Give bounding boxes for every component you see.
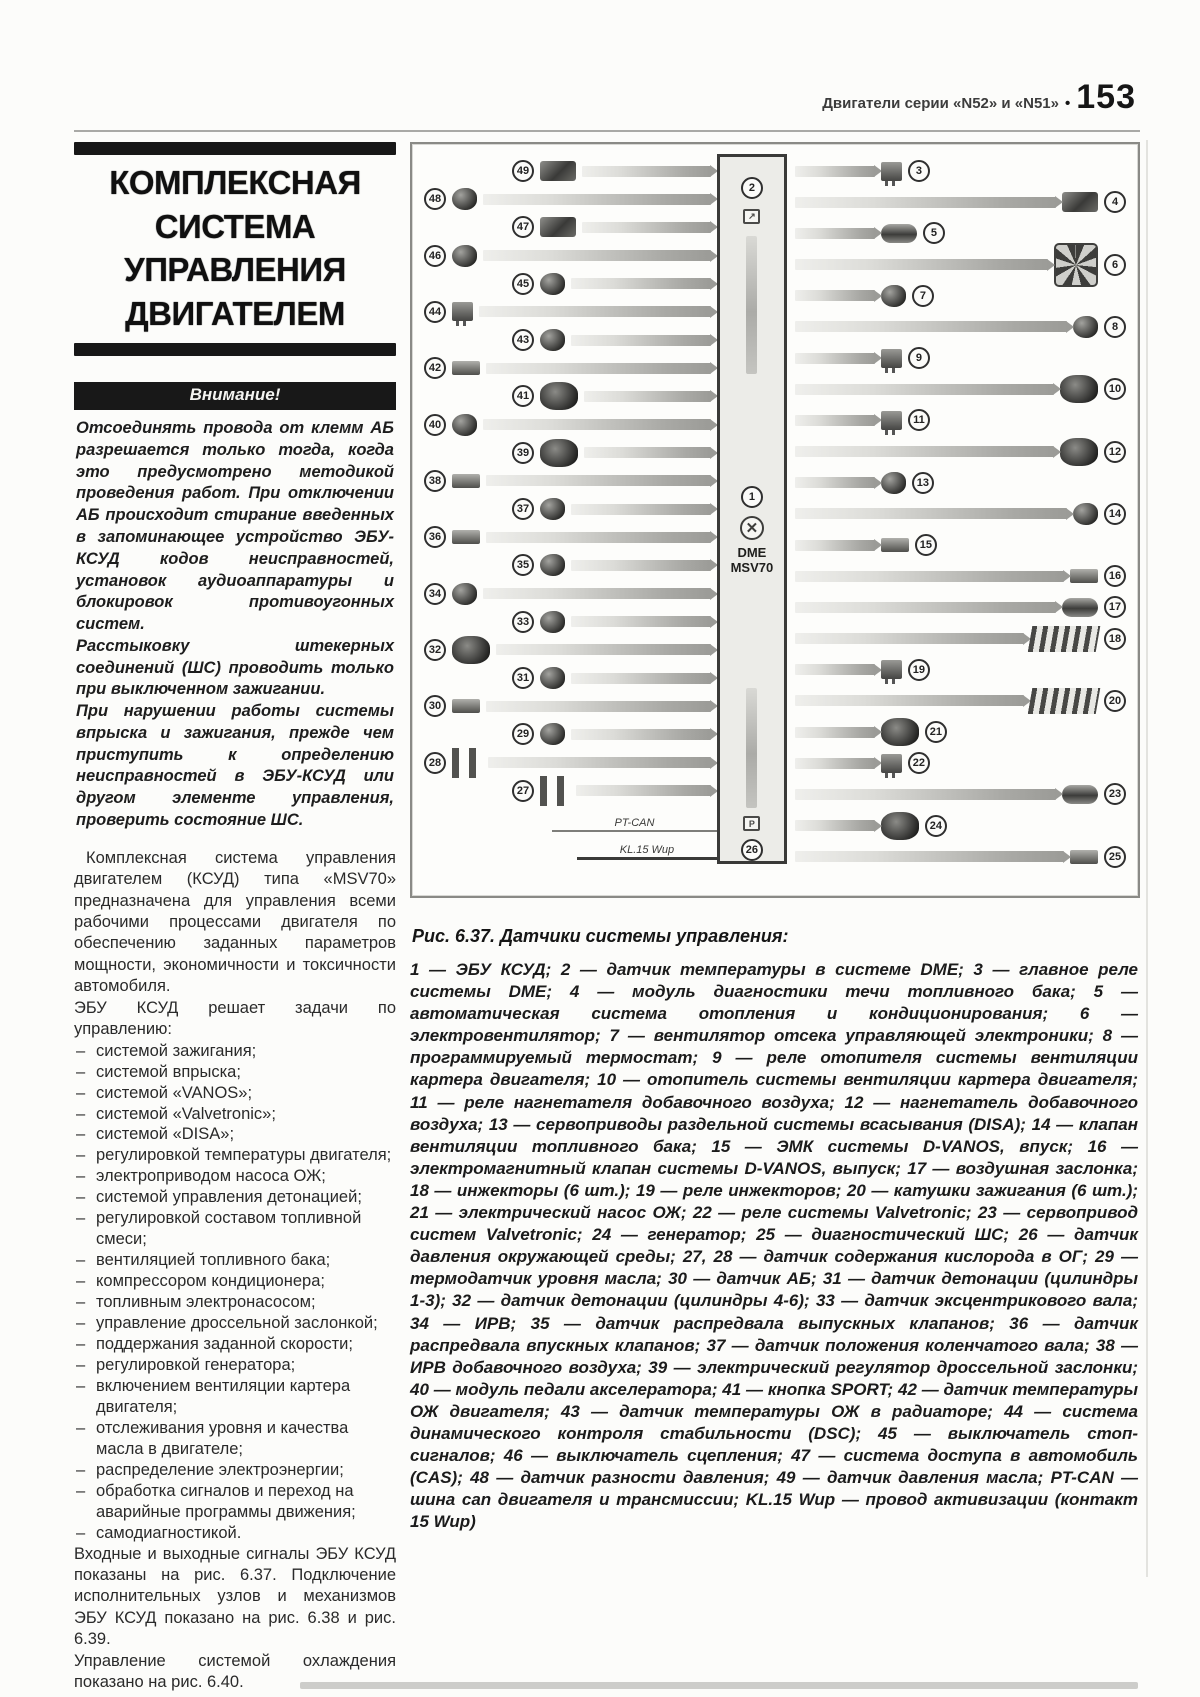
- callout-number: 15: [915, 534, 937, 556]
- callout-number: 13: [912, 472, 934, 494]
- callout-number: 27: [512, 780, 534, 802]
- relay-thumbnail: [881, 162, 902, 181]
- callout-number: 28: [424, 752, 446, 774]
- callout-number: 17: [1104, 596, 1126, 618]
- task-item: – системой «Valvetronic»;: [74, 1104, 396, 1125]
- wiring-bar: [795, 446, 1054, 457]
- sensor-thumbnail: [540, 273, 565, 295]
- task-item: – регулировкой генератора;: [74, 1355, 396, 1376]
- callout-number: 48: [424, 188, 446, 210]
- dme-label-line2: MSV70: [730, 560, 774, 575]
- sensor-thumbnail: [452, 583, 477, 605]
- relay-thumbnail: [881, 660, 902, 679]
- callout-number: 36: [424, 526, 446, 548]
- task-item: – регулировкой составом топливной смеси;: [74, 1208, 396, 1250]
- tasks-list: [74, 1041, 396, 1544]
- title-top-rule: [74, 142, 396, 155]
- wiring-bar: [795, 508, 1067, 519]
- sensor-row-40: [424, 412, 711, 438]
- callout-number: 19: [908, 659, 930, 681]
- sensor-thumbnail: [540, 554, 565, 576]
- sensor-row-31: [424, 665, 711, 691]
- wiring-bar: [795, 321, 1067, 332]
- kl15-label: KL.15 Wup: [619, 844, 675, 856]
- wiring-bar: [582, 166, 711, 177]
- callout-number: 7: [912, 285, 934, 307]
- callout-number: 3: [908, 160, 930, 182]
- module-thumbnail: [540, 161, 576, 181]
- actuator-row-22: [795, 750, 1126, 776]
- pump-thumbnail: [540, 439, 578, 467]
- module-thumbnail: [540, 217, 576, 237]
- wiring-bar: [483, 250, 711, 261]
- sensor-thumbnail: [1073, 316, 1098, 338]
- wiring-bar: [496, 644, 711, 655]
- plug-thumbnail: [881, 538, 909, 552]
- probe-thumbnail: [452, 748, 482, 778]
- relay-thumbnail: [881, 754, 902, 773]
- callout-26: 26: [741, 839, 763, 861]
- task-item: – обработка сигналов и переход на аварийные программы движения;: [74, 1481, 396, 1523]
- wiring-bar: [571, 278, 711, 289]
- callout-number: 37: [512, 498, 534, 520]
- task-item: – самодиагностикой.: [74, 1523, 396, 1544]
- callout-number: 33: [512, 611, 534, 633]
- intro-paragraph: Комплексная система управления двигателем (КСУД) типа «MSV70» предназначена для управления всеми рабочими процессами двигателя по обеспечению заданных параметров мощности, экономичности и токсичности автомобиля.: [74, 848, 396, 996]
- callout-number: 40: [424, 414, 446, 436]
- sensor-thumbnail: [452, 414, 477, 436]
- actuator-row-25: [795, 844, 1126, 870]
- actuator-row-24: [795, 813, 1126, 839]
- pump-thumbnail: [452, 636, 490, 664]
- pt-can-label: PT-CAN: [614, 817, 655, 829]
- task-item: – компрессором кондиционера;: [74, 1271, 396, 1292]
- wiring-bar: [483, 419, 711, 430]
- actuator-row-4: [795, 189, 1126, 215]
- task-item: – топливным электронасосом;: [74, 1292, 396, 1313]
- wiring-bar: [571, 616, 711, 627]
- warning-paragraph: Отсоединять провода от клемм АБ разрешается только тогда, когда это предусмотрено методикой проведения работ. При отключении АБ происходит стирание введенных в запоминающее устройство ЭБУ-КСУД кодов неисправностей, установок аудиоаппаратуры и блокировок противоугонных систем.: [76, 419, 394, 634]
- callout-number: 18: [1104, 628, 1126, 650]
- wiring-bar: [486, 532, 711, 543]
- callout-number: 32: [424, 639, 446, 661]
- task-item: – электроприводом насоса ОЖ;: [74, 1166, 396, 1187]
- dme-label: [731, 546, 774, 576]
- task-item: – распределение электроэнергии;: [74, 1460, 396, 1481]
- sensor-thumbnail: [540, 667, 565, 689]
- wiring-bar: [479, 306, 711, 317]
- actuator-row-23: [795, 781, 1126, 807]
- closing-paragraph: Управление системой охлаждения показано на рис. 6.40.: [74, 1651, 396, 1692]
- actuator-rows-right: [795, 158, 1126, 870]
- sensor-thumbnail: [452, 188, 477, 210]
- figure-caption: Рис. 6.37. Датчики системы управления:: [412, 926, 789, 946]
- wiring-bar: [795, 789, 1056, 800]
- sensor-thumbnail: [881, 285, 906, 307]
- wiring-bar: [795, 228, 875, 239]
- pump-thumbnail: [1060, 375, 1098, 403]
- cylinder-thumbnail: [1062, 785, 1098, 804]
- callout-number: 45: [512, 273, 534, 295]
- sensor-row-35: [424, 552, 711, 578]
- warning-paragraph: Расстыковку штекерных соединений (ШС) проводить только при выключенном зажигании.: [76, 636, 394, 699]
- callout-number: 23: [1104, 783, 1126, 805]
- callout-number: 30: [424, 695, 446, 717]
- internal-bus-bar-top: [746, 236, 757, 374]
- callout-number: 35: [512, 554, 534, 576]
- header-rule: [74, 130, 1140, 132]
- pump-thumbnail: [881, 718, 919, 746]
- relay-thumbnail: [881, 411, 902, 430]
- wiring-bar: [795, 290, 875, 301]
- sensor-row-28: [424, 750, 711, 776]
- pump-thumbnail: [881, 812, 919, 840]
- actuator-row-21: [795, 719, 1126, 745]
- sensor-row-33: [424, 609, 711, 635]
- wiring-bar: [584, 447, 711, 458]
- plug-thumbnail: [452, 474, 480, 488]
- callout-number: 9: [908, 347, 930, 369]
- chapter-title-line: УПРАВЛЕНИЯ: [124, 251, 346, 289]
- wiring-bar: [795, 353, 875, 364]
- figure-legend: 1 — ЭБУ КСУД; 2 — датчик температуры в системе DME; 3 — главное реле системы DME; 4 — модуль диагностики течи топливного бака; 5 — автоматическая система отопления и кондиционирования; 6 — электровентилятор; 7 — вентилятор отсека управляющей электроники; 8 — программируемый термостат; 9 — реле отопителя системы вентиляции картера двигателя; 10 — отопитель системы вентиляции картера двигателя; 11 — реле нагнетателя добавочного воздуха; 12 — нагнетатель добавочного воздуха; 13 — сервоприводы раздельной системы всасывания (DISA); 14 — клапан вентиляции топливного бака; 15 — ЭМК системы D-VANOS, впуск; 16 — электромагнитный клапан системы D-VANOS, выпуск; 17 — воздушная заслонка; 18 — инжекторы (6 шт.); 19 — реле инжекторов; 20 — катушки зажигания (6 шт.); 21 — электрический насос ОЖ; 22 — реле системы Valvetronic; 23 — сервопривод систем Valvetronic; 24 — генератор; 25 — диагностический ШС; 26 — датчик давления окружающей среды; 27, 28 — датчик содержания кислорода в ОГ; 29 — термодатчик уровня масла; 30 — датчик АБ; 31 — датчик детонации (цилиндры 1-3); 32 — датчик детонации (цилиндры 4-6); 33 — датчик эксцентрикового вала; 34 — ИРВ; 35 — датчик распредвала выпускных клапанов; 36 — датчик распредвала впускных клапанов; 37 — датчик положения коленчатого вала; 38 — ИРВ добавочного воздуха; 39 — электрический регулятор дроссельной заслонки; 40 — модуль педали акселератора; 41 — кнопка SPORT; 42 — датчик температуры ОЖ двигателя; 43 — датчик температуры ОЖ в радиаторе; 44 — система динамического контроля стабильности (DSC); 45 — выключатель стоп-сигналов; 46 — выключатель сцепления; 47 — система доступа в автомобиль (CAS); 48 — датчик разности давления; 49 — датчик давления масла; PT-CAN — шина can двигателя и трансмиссии; KL.15 Wup — провод активизации (контакт 15 Wup): [410, 960, 1138, 1532]
- warning-paragraph: При нарушении работы системы впрыска и зажигания, прежде чем приступить к определению неисправностей в ЭБУ-КСУД или другом элементе управления, проверить состояние ШС.: [76, 702, 394, 829]
- callout-number: 31: [512, 667, 534, 689]
- sensor-row-45: [424, 271, 711, 297]
- sensor-row-49: [424, 158, 711, 184]
- wiring-bar: [795, 166, 875, 177]
- relay-thumbnail: [881, 349, 902, 368]
- warning-header: Внимание!: [74, 382, 396, 410]
- sensor-thumbnail: [540, 611, 565, 633]
- task-item: – системой «VANOS»;: [74, 1083, 396, 1104]
- sensor-row-48: [424, 186, 711, 212]
- actuator-row-3: [795, 158, 1126, 184]
- chapter-title-line: ДВИГАТЕЛЕМ: [125, 294, 345, 332]
- sensor-rows-left: [424, 158, 711, 804]
- chapter-title-line: КОМПЛЕКСНАЯ: [109, 164, 361, 201]
- header-bullet: •: [1065, 95, 1071, 112]
- sensor-thumbnail: [540, 498, 565, 520]
- wiring-bar: [571, 729, 711, 740]
- sensor-thumbnail: [540, 329, 565, 351]
- callout-number: 22: [908, 752, 930, 774]
- task-item: – поддержания заданной скорости;: [74, 1334, 396, 1355]
- sensor-row-30: [424, 693, 711, 719]
- kl15-wire: [577, 844, 717, 860]
- wiring-bar: [571, 504, 711, 515]
- callout-number: 29: [512, 723, 534, 745]
- wiring-bar: [795, 477, 875, 488]
- injectors-thumbnail: [1028, 626, 1101, 652]
- wiring-bar: [795, 695, 1024, 706]
- wiring-bar: [483, 588, 711, 599]
- wiring-bar: [795, 197, 1056, 208]
- task-item: – включением вентиляции картера двигателя;: [74, 1376, 396, 1418]
- dme-ecu-box: [717, 154, 787, 864]
- sensor-row-27: [424, 778, 711, 804]
- callout-number: 41: [512, 385, 534, 407]
- callout-number: 46: [424, 245, 446, 267]
- ecu-symbol-icon: ✕: [740, 516, 764, 540]
- callout-number: 4: [1104, 191, 1126, 213]
- plug-thumbnail: [1070, 850, 1098, 864]
- actuator-row-10: [795, 376, 1126, 402]
- body-text: [74, 848, 396, 1694]
- pt-can-bus: [552, 817, 717, 832]
- sensor-row-43: [424, 327, 711, 353]
- sensor-row-38: [424, 468, 711, 494]
- sensor-row-42: [424, 355, 711, 381]
- wiring-bar: [795, 602, 1056, 613]
- running-title: Двигатели серии «N52» и «N51»: [822, 95, 1059, 112]
- actuator-row-7: [795, 283, 1126, 309]
- chapter-title-line: СИСТЕМА: [154, 207, 316, 245]
- actuator-row-17: [795, 594, 1126, 620]
- task-item: – системой зажигания;: [74, 1041, 396, 1062]
- sensor-row-29: [424, 721, 711, 747]
- wiring-bar: [571, 560, 711, 571]
- task-item: – системой управления детонацией;: [74, 1187, 396, 1208]
- callout-number: 44: [424, 301, 446, 323]
- task-item: – регулировкой температуры двигателя;: [74, 1145, 396, 1166]
- sensor-thumbnail: [452, 245, 477, 267]
- page-number: 153: [1076, 78, 1136, 116]
- callout-number: 20: [1104, 690, 1126, 712]
- wiring-bar: [795, 540, 875, 551]
- wiring-bar: [795, 851, 1064, 862]
- scan-artifact-bar: [300, 1682, 1138, 1689]
- wiring-bar: [795, 259, 1048, 270]
- injectors-thumbnail: [1028, 688, 1101, 714]
- task-item: – системой «DISA»;: [74, 1124, 396, 1145]
- pt-can-line: [552, 830, 717, 832]
- sensor-thumbnail: [540, 723, 565, 745]
- wiring-bar: [795, 820, 875, 831]
- wiring-bar: [486, 363, 711, 374]
- actuator-row-13: [795, 470, 1126, 496]
- callout-number: 39: [512, 442, 534, 464]
- page-edge-shadow: [1146, 140, 1148, 1577]
- wiring-bar: [795, 758, 875, 769]
- actuator-row-14: [795, 501, 1126, 527]
- actuator-row-11: [795, 407, 1126, 433]
- callout-number: 12: [1104, 441, 1126, 463]
- sensor-row-46: [424, 243, 711, 269]
- chapter-title: [74, 155, 396, 343]
- wiring-bar: [486, 475, 711, 486]
- wiring-bar: [486, 701, 711, 712]
- task-item: – системой впрыска;: [74, 1062, 396, 1083]
- sensor-row-32: [424, 637, 711, 663]
- callout-number: 38: [424, 470, 446, 492]
- actuator-row-19: [795, 657, 1126, 683]
- plug-thumbnail: [452, 699, 480, 713]
- pump-thumbnail: [1060, 438, 1098, 466]
- warning-body: [74, 410, 396, 832]
- sensor-row-36: [424, 524, 711, 550]
- sensor-row-41: [424, 383, 711, 409]
- fan-thumbnail: [1054, 243, 1098, 287]
- figure-column: [410, 142, 1140, 1694]
- sensor-thumbnail: [881, 472, 906, 494]
- pump-thumbnail: [540, 382, 578, 410]
- sensor-row-47: [424, 214, 711, 240]
- sensor-row-39: [424, 440, 711, 466]
- tasks-lead: ЭБУ КСУД решает задачи по управлению:: [74, 998, 396, 1039]
- callout-number: 16: [1104, 565, 1126, 587]
- wiring-bar: [571, 673, 711, 684]
- two-column-layout: [74, 142, 1140, 1694]
- page-header: [822, 78, 1136, 116]
- callout-number: 42: [424, 357, 446, 379]
- wiring-bar: [584, 391, 711, 402]
- dme-label-line1: DME: [737, 545, 767, 561]
- callout-number: 10: [1104, 378, 1126, 400]
- actuator-row-9: [795, 345, 1126, 371]
- port-p-icon: P: [743, 816, 760, 831]
- plug-thumbnail: [452, 530, 480, 544]
- wiring-bar: [582, 222, 711, 233]
- relay-thumbnail: [452, 302, 473, 321]
- sensor-row-37: [424, 496, 711, 522]
- callout-number: 47: [512, 216, 534, 238]
- actuator-row-20: [795, 688, 1126, 714]
- wiring-bar: [795, 633, 1024, 644]
- kl15-line: [577, 857, 717, 860]
- wiring-bar: [571, 335, 711, 346]
- task-item: – вентиляцией топливного бака;: [74, 1250, 396, 1271]
- closing-paragraphs: [74, 1544, 396, 1694]
- wiring-bar: [795, 727, 875, 738]
- connector-icon: ↗: [743, 209, 760, 224]
- title-bottom-rule: [74, 343, 396, 356]
- task-item: – отслеживания уровня и качества масла в двигателе;: [74, 1418, 396, 1460]
- actuator-row-18: [795, 626, 1126, 652]
- internal-bus-bar-bottom: [746, 688, 757, 808]
- callout-number: 24: [925, 815, 947, 837]
- callout-number: 34: [424, 583, 446, 605]
- callout-number: 49: [512, 160, 534, 182]
- callout-2: 2: [741, 177, 763, 199]
- wiring-bar: [483, 194, 711, 205]
- callout-number: 11: [908, 409, 930, 431]
- callout-number: 6: [1104, 254, 1126, 276]
- callout-number: 43: [512, 329, 534, 351]
- plug-thumbnail: [452, 361, 480, 375]
- actuator-row-15: [795, 532, 1126, 558]
- wiring-bar: [795, 664, 875, 675]
- actuator-row-12: [795, 439, 1126, 465]
- callout-number: 21: [925, 721, 947, 743]
- probe-thumbnail: [540, 776, 570, 806]
- plug-thumbnail: [1070, 569, 1098, 583]
- callout-number: 25: [1104, 846, 1126, 868]
- cylinder-thumbnail: [881, 224, 917, 243]
- sensor-row-34: [424, 581, 711, 607]
- warning-box: [74, 382, 396, 832]
- task-item: – управление дроссельной заслонкой;: [74, 1313, 396, 1334]
- wiring-bar: [576, 785, 711, 796]
- callout-number: 8: [1104, 316, 1126, 338]
- sensor-row-44: [424, 299, 711, 325]
- callout-number: 14: [1104, 503, 1126, 525]
- actuator-row-6: [795, 252, 1126, 278]
- left-column: [74, 142, 396, 1694]
- actuator-row-16: [795, 563, 1126, 589]
- callout-number: 5: [923, 222, 945, 244]
- cylinder-thumbnail: [1062, 598, 1098, 617]
- wiring-bar: [795, 571, 1064, 582]
- callout-1: 1: [741, 486, 763, 508]
- sensor-thumbnail: [1073, 503, 1098, 525]
- actuator-row-8: [795, 314, 1126, 340]
- wiring-bar: [795, 384, 1054, 395]
- module-thumbnail: [1062, 192, 1098, 212]
- wiring-bar: [795, 415, 875, 426]
- figure-6-37-diagram: [410, 142, 1140, 898]
- closing-paragraph: Входные и выходные сигналы ЭБУ КСУД показаны на рис. 6.37. Подключение исполнительных узлов и механизмов ЭБУ КСУД показано на рис. 6.38 и рис. 6.39.: [74, 1544, 396, 1649]
- wiring-bar: [488, 757, 711, 768]
